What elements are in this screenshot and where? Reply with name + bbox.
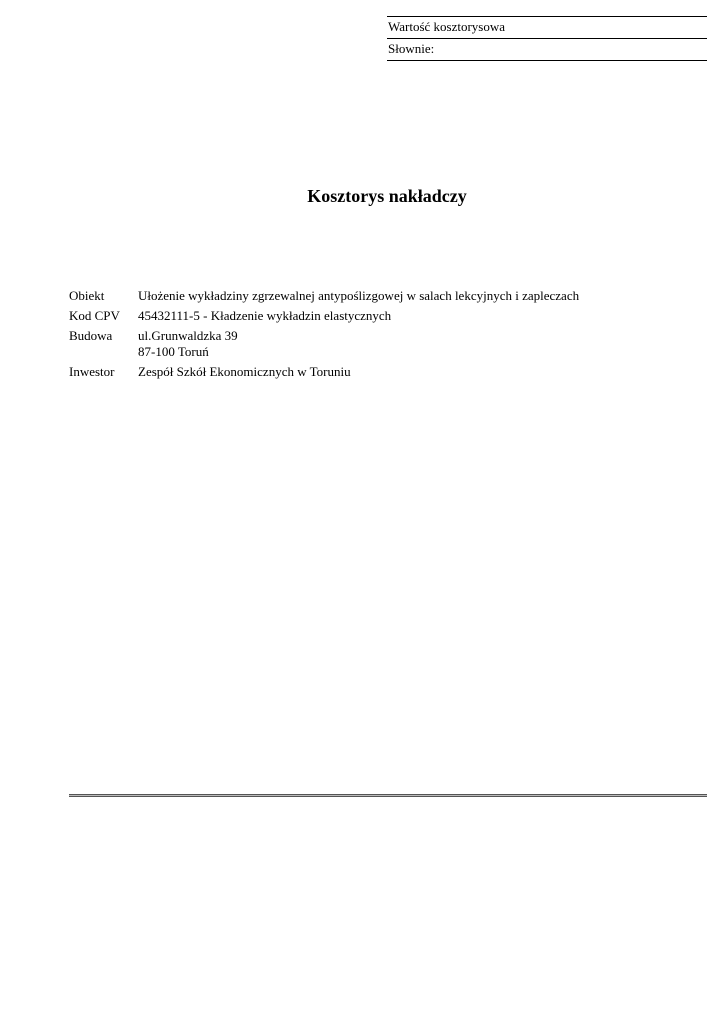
detail-value [138, 364, 709, 380]
detail-row-obiekt [69, 288, 709, 304]
in-words-label: Słownie: [387, 38, 707, 61]
detail-row-kod-cpv [69, 308, 709, 324]
page-title: Kosztorys nakładczy [307, 186, 467, 206]
detail-row-inwestor [69, 364, 709, 380]
detail-value [138, 328, 709, 360]
detail-value-line: 87-100 Toruń [138, 344, 209, 359]
detail-value [138, 308, 709, 324]
detail-label: Obiekt [69, 288, 105, 303]
detail-value-line: ul.Grunwaldzka 39 [138, 328, 238, 343]
detail-row-budowa [69, 328, 709, 360]
detail-label: Budowa [69, 328, 113, 343]
cost-value-box [387, 16, 707, 61]
detail-value-line: Zespół Szkół Ekonomicznych w Toruniu [138, 364, 351, 379]
detail-value-line: 45432111-5 - Kładzenie wykładzin elastycznych [138, 308, 392, 323]
details-table [69, 288, 709, 384]
detail-value-line: Ułożenie wykładziny zgrzewalnej antypoślizgowej w salach lekcyjnych i zapleczach [138, 288, 580, 303]
detail-label: Inwestor [69, 364, 115, 379]
bottom-divider [69, 794, 707, 797]
detail-value [138, 288, 709, 304]
cost-value-label: Wartość kosztorysowa [387, 16, 707, 38]
detail-label: Kod CPV [69, 308, 120, 323]
